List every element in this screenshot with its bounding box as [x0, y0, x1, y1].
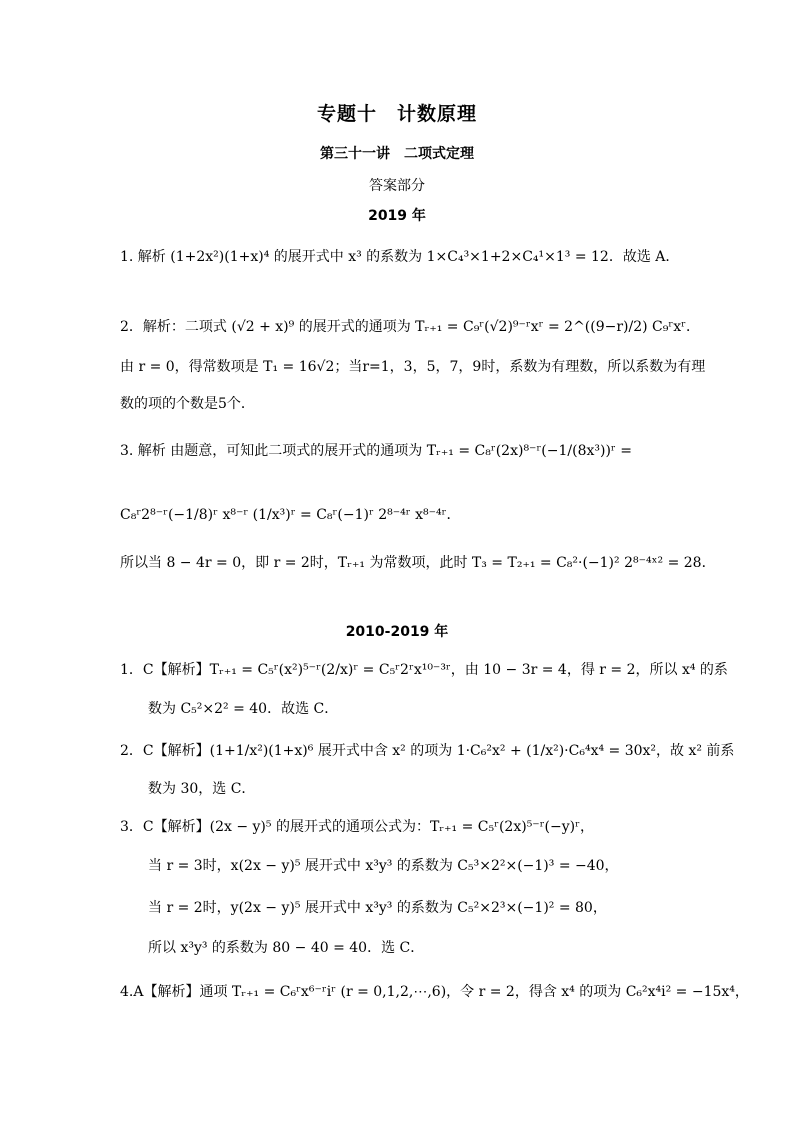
- answer-2019-3-line3: 所以当 8 − 4r = 0，即 r = 2时，Tᵣ₊₁ 为常数项，此时 T₃ = T₂₊₁ = C₈²·(−1)² 2⁸⁻⁴ˣ² = 28．: [120, 555, 716, 571]
- answer-2019-2-line2: 由 r = 0，得常数项是 T₁ = 16√2；当r=1，3，5，7，9时，系数为有理数，所以系数为有理: [120, 359, 706, 375]
- answer-2019-3-line2: C₈ʳ2⁸⁻ʳ(−1/8)ʳ x⁸⁻ʳ (1/x³)ʳ = C₈ʳ(−1)ʳ 2⁸⁻⁴ʳ x⁸⁻⁴ʳ．: [120, 507, 461, 523]
- answer-4-line1: 4.A【解析】通项 Tᵣ₊₁ = C₆ʳx⁶⁻ʳiʳ (r = 0,1,2,⋯,6)，令 r = 2，得含 x⁴ 的项为 C₆²x⁴i² = −15x⁴，: [120, 984, 749, 1000]
- section-heading-2019: 2019 年: [368, 208, 426, 224]
- answer-1-line1: 1．C【解析】Tᵣ₊₁ = C₅ʳ(x²)⁵⁻ʳ(2/x)ʳ = C₅ʳ2ʳx¹⁰⁻³ʳ，由 10 − 3r = 4，得 r = 2，所以 x⁴ 的系: [120, 662, 728, 678]
- answer-3-line2: 当 r = 3时，x(2x − y)⁵ 展开式中 x³y³ 的系数为 C₅³×2²×(−1)³ = −40，: [148, 858, 619, 874]
- lecture-subtitle: 第三十一讲 二项式定理: [320, 146, 474, 162]
- answer-heading: 答案部分: [369, 178, 425, 194]
- page-title: 专题十 计数原理: [316, 103, 477, 125]
- answer-3-line1: 3．C【解析】(2x − y)⁵ 的展开式的通项公式为：Tᵣ₊₁ = C₅ʳ(2x)⁵⁻ʳ(−y)ʳ，: [120, 819, 594, 835]
- answer-2019-3-line1: 3. 解析 由题意，可知此二项式的展开式的通项为 Tᵣ₊₁ = C₈ʳ(2x)⁸⁻ʳ(−1/(8x³))ʳ =: [120, 443, 632, 459]
- answer-2-line2: 数为 30，选 C．: [148, 781, 256, 797]
- section-heading-2010-2019: 2010-2019 年: [345, 624, 449, 640]
- answer-2-line1: 2．C【解析】(1+1/x²)(1+x)⁶ 展开式中含 x² 的项为 1·C₆²x² + (1/x²)·C₆⁴x⁴ = 30x²，故 x² 前系: [120, 743, 735, 759]
- answer-2019-1: 1. 解析 (1+2x²)(1+x)⁴ 的展开式中 x³ 的系数为 1×C₄³×1+2×C₄¹×1³ = 12．故选 A．: [120, 249, 680, 265]
- answer-2019-2-line1: 2．解析：二项式 (√2 + x)⁹ 的展开式的通项为 Tᵣ₊₁ = C₉ʳ(√2)⁹⁻ʳxʳ = 2^((9−r)/2) C₉ʳxʳ．: [120, 319, 700, 335]
- answer-3-line3: 当 r = 2时，y(2x − y)⁵ 展开式中 x³y³ 的系数为 C₅²×2³×(−1)² = 80，: [148, 900, 607, 916]
- answer-1-line2: 数为 C₅²×2² = 40．故选 C．: [148, 701, 339, 717]
- answer-3-line4: 所以 x³y³ 的系数为 80 − 40 = 40．选 C．: [148, 940, 425, 956]
- answer-2019-2-line3: 数的项的个数是5个．: [120, 396, 255, 412]
